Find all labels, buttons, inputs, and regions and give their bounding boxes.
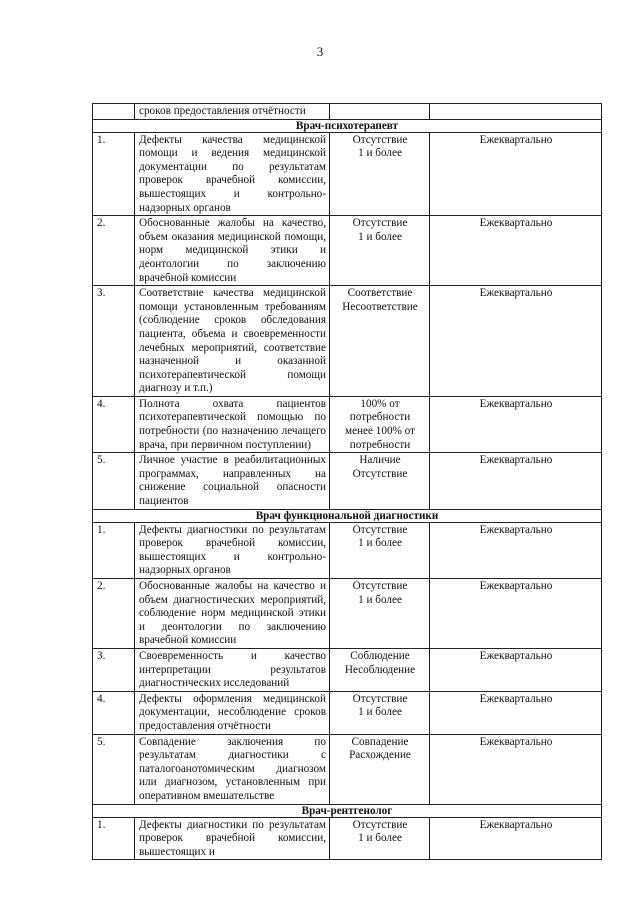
value-cell: Соблюдение Несоблюдение <box>330 648 430 691</box>
row-number: 3. <box>93 286 135 397</box>
row-number: 4. <box>93 691 135 734</box>
criterion-cell: Совпадение заключения по результатам диагностики с паталогоанотомическим диагнозом или диагнозом, установленным при оперативном вмешательстве <box>135 734 330 804</box>
section-header-row <box>93 804 602 817</box>
period-cell: Ежеквартально <box>430 216 602 286</box>
criterion-cell: Дефекты диагностики по результатам проверок врачебной комиссии, вышестоящих и контрольно-надзорных органов <box>135 522 330 578</box>
criterion-cell: Обоснованные жалобы на качество и объем диагностических мероприятий, соблюдение норм медицинской этики и деонтологии по заключению врачебной комиссии <box>135 579 330 649</box>
row-number: 2. <box>93 216 135 286</box>
section-header-row <box>93 119 602 132</box>
section-title: Врач-рентгенолог <box>93 804 602 817</box>
table-row <box>93 396 602 452</box>
value-cell: Отсутствие 1 и более <box>330 817 430 860</box>
value-cell: Наличие Отсутствие <box>330 453 430 509</box>
period-cell: Ежеквартально <box>430 579 602 649</box>
period-cell: Ежеквартально <box>430 453 602 509</box>
table-row <box>93 216 602 286</box>
value-cell: Соответствие Несоответствие <box>330 286 430 397</box>
value-cell: Совпадение Расхождение <box>330 734 430 804</box>
period-cell: Ежеквартально <box>430 648 602 691</box>
row-number: 1. <box>93 132 135 216</box>
criterion-cell: Личное участие в реабилитационных программах, направленных на снижение социальной опасности пациентов <box>135 453 330 509</box>
row-number <box>93 104 135 120</box>
criteria-table <box>92 103 602 860</box>
table-row <box>93 691 602 734</box>
table-row <box>93 104 602 120</box>
row-number: 2. <box>93 579 135 649</box>
page-number: 3 <box>316 44 324 59</box>
criterion-cell: Обоснованные жалобы на качество, объем оказания медицинской помощи, норм медицинской этики и деонтологии по заключению врачебной комиссии <box>135 216 330 286</box>
row-number: 1. <box>93 522 135 578</box>
row-number: 5. <box>93 453 135 509</box>
section-header-row <box>93 509 602 522</box>
row-number: 5. <box>93 734 135 804</box>
value-cell: Отсутствие 1 и более <box>330 522 430 578</box>
row-number: 4. <box>93 396 135 452</box>
criterion-cell: сроков предоставления отчётности <box>135 104 330 120</box>
value-cell <box>330 104 430 120</box>
table-row <box>93 734 602 804</box>
period-cell: Ежеквартально <box>430 817 602 860</box>
row-number: 3. <box>93 648 135 691</box>
table-row <box>93 453 602 509</box>
value-cell: Отсутствие 1 и более <box>330 579 430 649</box>
criterion-cell: Соответствие качества медицинской помощи установленным требованиям (соблюдение сроков обследования пациента, объема и своевременности лечебных мероприятий, соответствие назначенной и оказанной психотерапевтической помощи диагнозу и т.п.) <box>135 286 330 397</box>
table-row <box>93 286 602 397</box>
table-row <box>93 132 602 216</box>
period-cell: Ежеквартально <box>430 396 602 452</box>
value-cell: Отсутствие 1 и более <box>330 132 430 216</box>
period-cell: Ежеквартально <box>430 734 602 804</box>
table-row <box>93 648 602 691</box>
section-title: Врач функциональной диагностики <box>93 509 602 522</box>
value-cell: 100% от потребности менее 100% от потребности <box>330 396 430 452</box>
value-cell: Отсутствие 1 и более <box>330 691 430 734</box>
criterion-cell: Своевременность и качество интерпретации результатов диагностических исследований <box>135 648 330 691</box>
table-row <box>93 817 602 860</box>
criterion-cell: Дефекты диагностики по результатам проверок врачебной комиссии, вышестоящих и <box>135 817 330 860</box>
period-cell: Ежеквартально <box>430 132 602 216</box>
period-cell: Ежеквартально <box>430 286 602 397</box>
table-row <box>93 579 602 649</box>
criterion-cell: Дефекты качества медицинской помощи и ведения медицинской документации по результатам проверок врачебной комиссии, вышестоящих и контрольно-надзорных органов <box>135 132 330 216</box>
criterion-cell: Полнота охвата пациентов психотерапевтической помощью по потребности (по назначению лечащего врача, при первичном поступлении) <box>135 396 330 452</box>
period-cell: Ежеквартально <box>430 691 602 734</box>
table-row <box>93 522 602 578</box>
section-title: Врач-психотерапевт <box>93 119 602 132</box>
criterion-cell: Дефекты оформления медицинской документации, несоблюдение сроков предоставления отчётности <box>135 691 330 734</box>
period-cell <box>430 104 602 120</box>
row-number: 1. <box>93 817 135 860</box>
period-cell: Ежеквартально <box>430 522 602 578</box>
value-cell: Отсутствие 1 и более <box>330 216 430 286</box>
